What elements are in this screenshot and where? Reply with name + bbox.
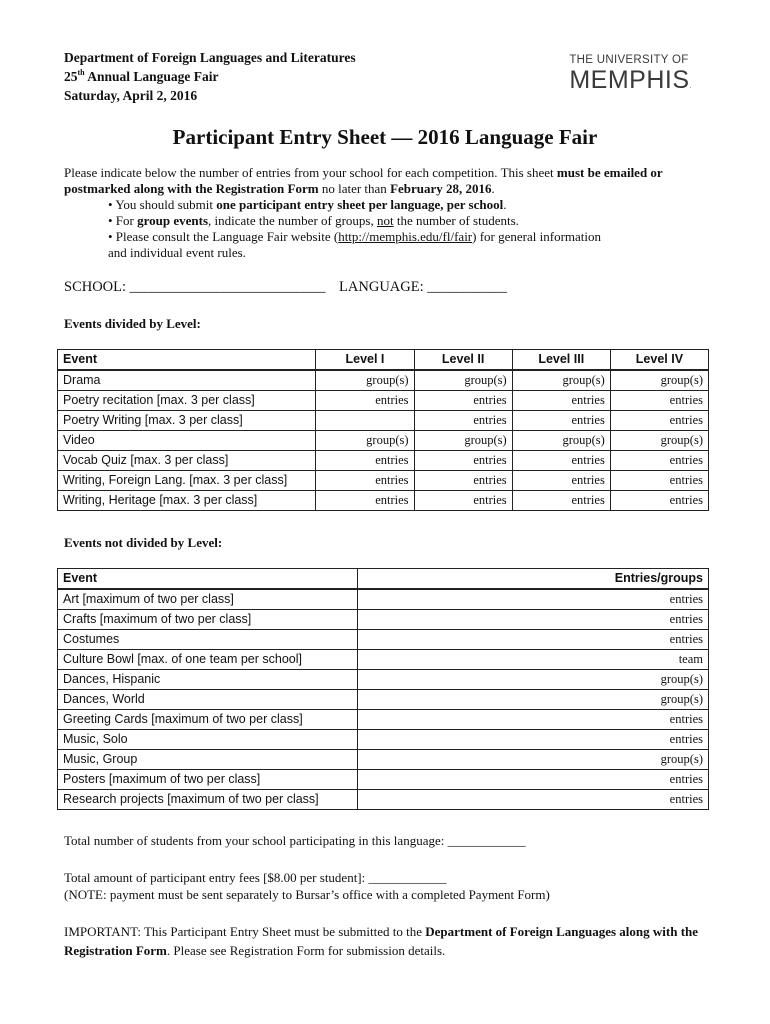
bullet-group-events — [64, 213, 704, 229]
table-row — [58, 690, 709, 710]
entry-cell[interactable]: entries — [316, 451, 414, 471]
fees-section — [64, 869, 550, 903]
column-header: Event — [58, 569, 358, 590]
event-name-cell: Poetry Writing [max. 3 per class] — [58, 411, 316, 431]
important-text: IMPORTANT: This Participant Entry Sheet must be submitted to the — [64, 924, 426, 939]
entry-cell[interactable]: entries — [358, 630, 709, 650]
important-text: . Please see Registration Form for submission details. — [166, 943, 446, 958]
table-row — [58, 790, 709, 810]
column-header: Level I — [316, 350, 414, 371]
bullet-website-cont: and individual event rules. — [108, 245, 246, 260]
column-header: Level III — [512, 350, 610, 371]
entry-cell[interactable]: entries — [358, 730, 709, 750]
table-row — [58, 589, 709, 610]
entry-cell[interactable]: group(s) — [610, 431, 708, 451]
unleveled-events-table — [57, 568, 709, 810]
table-row — [58, 491, 709, 511]
entry-cell[interactable]: entries — [316, 391, 414, 411]
bullet-text: the number of students. — [393, 213, 519, 228]
event-name-cell: Music, Solo — [58, 730, 358, 750]
event-name-cell: Art [maximum of two per class] — [58, 589, 358, 610]
table-header-row — [58, 569, 709, 590]
event-name-cell: Crafts [maximum of two per class] — [58, 610, 358, 630]
entry-cell[interactable]: group(s) — [414, 431, 512, 451]
intro-emphasis: must be emailed or postmarked along with the Registration Form — [64, 165, 663, 196]
table-row — [58, 411, 709, 431]
table-row — [58, 451, 709, 471]
school-language-line — [64, 279, 517, 296]
entry-cell[interactable]: group(s) — [358, 690, 709, 710]
event-name-cell: Writing, Heritage [max. 3 per class] — [58, 491, 316, 511]
table-row — [58, 370, 709, 391]
school-field[interactable]: SCHOOL: ___________________________ — [64, 279, 326, 295]
bullet-emphasis: group events — [137, 213, 209, 228]
bullet-text: • Please consult the Language Fair website ( — [108, 229, 339, 244]
total-fees-line[interactable]: Total amount of participant entry fees [$8.00 per student]: ____________ — [64, 870, 447, 885]
bullet-one-sheet — [64, 197, 704, 213]
entry-cell[interactable]: entries — [610, 471, 708, 491]
bullet-text: , indicate the number of groups, — [208, 213, 377, 228]
total-students-line[interactable]: Total number of students from your school participating in this language: ____________ — [64, 833, 526, 848]
entry-cell[interactable]: group(s) — [358, 670, 709, 690]
bullet-text: . — [503, 197, 507, 212]
event-name-cell: Dances, Hispanic — [58, 670, 358, 690]
event-name-cell: Video — [58, 431, 316, 451]
event-name-cell: Costumes — [58, 630, 358, 650]
entry-cell[interactable]: entries — [512, 451, 610, 471]
column-header: Level II — [414, 350, 512, 371]
entry-cell[interactable]: team — [358, 650, 709, 670]
entry-cell[interactable]: group(s) — [512, 431, 610, 451]
entry-cell[interactable]: group(s) — [512, 370, 610, 391]
entry-cell[interactable]: entries — [316, 471, 414, 491]
logo-wordmark: MEMPHIS — [569, 66, 690, 94]
entry-cell[interactable]: entries — [610, 391, 708, 411]
column-header: Entries/groups — [358, 569, 709, 590]
entry-cell[interactable]: entries — [358, 770, 709, 790]
entry-cell[interactable]: entries — [358, 610, 709, 630]
entry-cell[interactable]: group(s) — [316, 431, 414, 451]
logo-mark: . — [689, 83, 692, 90]
bullet-text: ) for general information — [472, 229, 602, 244]
fair-name-rest: Annual Language Fair — [84, 69, 219, 84]
document-header — [64, 48, 356, 105]
table-row — [58, 431, 709, 451]
entry-cell[interactable]: group(s) — [316, 370, 414, 391]
intro-text: . — [491, 181, 495, 196]
event-name-cell: Research projects [maximum of two per class] — [58, 790, 358, 810]
table-row — [58, 610, 709, 630]
entry-cell[interactable]: entries — [610, 451, 708, 471]
event-name-cell: Drama — [58, 370, 316, 391]
entry-cell[interactable]: entries — [512, 491, 610, 511]
table-row — [58, 750, 709, 770]
table-row — [58, 730, 709, 750]
entry-cell[interactable]: entries — [414, 391, 512, 411]
entry-cell[interactable]: entries — [414, 491, 512, 511]
entry-cell[interactable]: entries — [316, 491, 414, 511]
event-name-cell: Dances, World — [58, 690, 358, 710]
payment-note: (NOTE: payment must be sent separately to Bursar’s office with a completed Payment Form) — [64, 887, 550, 902]
table-row — [58, 650, 709, 670]
table-row — [58, 630, 709, 650]
column-header: Level IV — [610, 350, 708, 371]
bullet-website — [64, 229, 704, 245]
bullet-text: • You should submit — [108, 197, 217, 212]
table-row — [58, 471, 709, 491]
entry-cell[interactable]: entries — [358, 710, 709, 730]
fair-name — [64, 67, 356, 86]
fair-number-suffix: th — [77, 68, 85, 77]
entry-cell[interactable]: entries — [610, 491, 708, 511]
intro-text: no later than — [318, 181, 391, 196]
leveled-heading: Events divided by Level: — [64, 316, 201, 331]
department-name: Department of Foreign Languages and Literatures — [64, 50, 356, 65]
event-name-cell: Poetry recitation [max. 3 per class] — [58, 391, 316, 411]
table-row — [58, 670, 709, 690]
instructions-paragraph — [64, 165, 704, 197]
bullet-text: • For — [108, 213, 138, 228]
language-field[interactable]: LANGUAGE: ___________ — [339, 279, 507, 295]
entry-cell[interactable]: entries — [358, 790, 709, 810]
logo-line1: THE UNIVERSITY OF — [569, 54, 689, 66]
bullet-emphasis: one participant entry sheet per language, per school — [216, 197, 504, 212]
entry-cell[interactable]: group(s) — [358, 750, 709, 770]
logo-line2 — [569, 67, 692, 100]
entry-cell[interactable]: entries — [414, 451, 512, 471]
table-header-row — [58, 350, 709, 371]
table-row — [58, 770, 709, 790]
intro-text: Please indicate below the number of entries from your school for each competition. This sheet — [64, 165, 557, 180]
unleveled-heading: Events not divided by Level: — [64, 535, 223, 550]
event-name-cell: Greeting Cards [maximum of two per class] — [58, 710, 358, 730]
event-name-cell: Posters [maximum of two per class] — [58, 770, 358, 790]
column-header: Event — [58, 350, 316, 371]
page-title: Participant Entry Sheet — 2016 Language Fair — [172, 125, 598, 149]
university-logo — [569, 54, 692, 100]
bullet-underline: not — [377, 213, 394, 228]
table-row — [58, 391, 709, 411]
deadline-date: February 28, 2016 — [390, 181, 492, 196]
fair-number: 25 — [64, 69, 78, 84]
entry-cell[interactable]: group(s) — [414, 370, 512, 391]
event-name-cell: Music, Group — [58, 750, 358, 770]
entry-cell[interactable] — [316, 411, 414, 431]
event-name-cell: Culture Bowl [max. of one team per school] — [58, 650, 358, 670]
entry-cell[interactable]: entries — [512, 411, 610, 431]
entry-cell[interactable]: entries — [358, 589, 709, 610]
fair-date: Saturday, April 2, 2016 — [64, 88, 198, 103]
entry-cell[interactable]: entries — [512, 471, 610, 491]
entry-cell[interactable]: entries — [610, 411, 708, 431]
table-row — [58, 710, 709, 730]
important-emphasis: Department of Foreign Languages along with the Registration Form — [64, 924, 699, 958]
leveled-events-table — [57, 349, 709, 511]
entry-cell[interactable]: entries — [512, 391, 610, 411]
website-link[interactable]: http://memphis.edu/fl/fair — [338, 229, 473, 244]
event-name-cell: Writing, Foreign Lang. [max. 3 per class] — [58, 471, 316, 491]
event-name-cell: Vocab Quiz [max. 3 per class] — [58, 451, 316, 471]
entry-cell[interactable]: entries — [414, 411, 512, 431]
important-note — [64, 922, 704, 960]
instructions — [64, 165, 704, 261]
entry-cell[interactable]: group(s) — [610, 370, 708, 391]
entry-cell[interactable]: entries — [414, 471, 512, 491]
